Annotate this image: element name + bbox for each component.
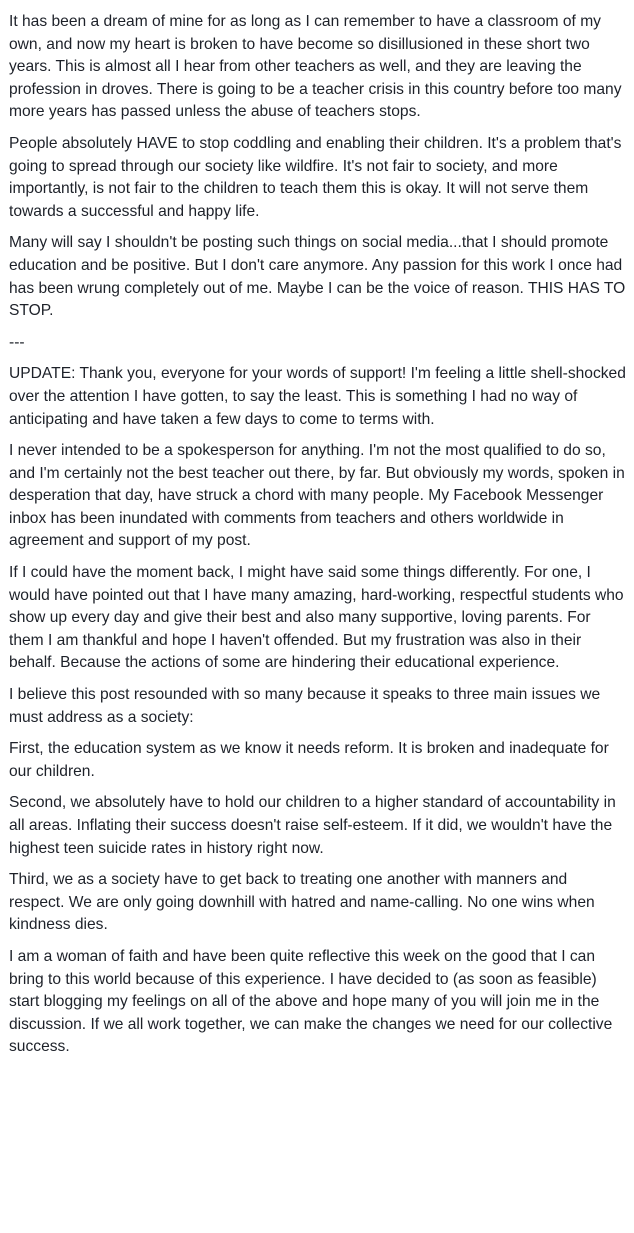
post-paragraph: Second, we absolutely have to hold our children to a higher standard of accountability in all areas. Inflating their success doesn't raise self-esteem. If it did, we wouldn't have the highest teen suicide rates in history right now. — [9, 794, 616, 857]
post-paragraph: First, the education system as we know it needs reform. It is broken and inadequate for our children. — [9, 740, 609, 780]
post-paragraph: I never intended to be a spokesperson for anything. I'm not the most qualified to do so, and I'm certainly not the best teacher out there, by far. But obviously my words, spoken in desperation that day, have struck a chord with many people. My Facebook Messenger inbox has been inundated with comments from teachers and others worldwide in agreement and support of my post. — [9, 442, 625, 550]
post-paragraph: If I could have the moment back, I might have said some things differently. For one, I would have pointed out that I have many amazing, hard-working, respectful students who show up every day and give their best and also many supportive, loving parents. For them I am thankful and hope I haven't offended. But my frustration was also in their behalf. Because the actions of some are hindering their educational experience. — [9, 564, 624, 672]
post-paragraph: UPDATE: Thank you, everyone for your words of support! I'm feeling a little shell-shocked over the attention I have gotten, to say the least. This is something I had no way of anticipating and have taken a few days to come to terms with. — [9, 365, 626, 428]
post-separator: --- — [9, 333, 25, 351]
post-paragraph: Many will say I shouldn't be posting such things on social media...that I should promote education and be positive. But I don't care anymore. Any passion for this work I once had has been wrung completely out of me. Maybe I can be the voice of reason. THIS HAS TO STOP. — [9, 234, 626, 320]
post-paragraph: I believe this post resounded with so many because it speaks to three main issues we must address as a society: — [9, 686, 601, 726]
post-paragraph: It has been a dream of mine for as long as I can remember to have a classroom of my own, and now my heart is broken to have become so disillusioned in these short two years. This is almost all I hear from other teachers as well, and they are leaving the profession in droves. There is going to be a teacher crisis in this country before too many more years has passed unless the abuse of teachers stops. — [9, 13, 622, 121]
post-paragraph: Third, we as a society have to get back to treating one another with manners and respect. We are only going downhill with hatred and name-calling. No one wins when kindness dies. — [9, 871, 595, 934]
post-paragraph: People absolutely HAVE to stop coddling and enabling their children. It's a problem that's going to spread through our society like wildfire. It's not fair to society, and more importantly, is not fair to the children to teach them this is okay. It will not serve them towards a successful and happy life. — [9, 134, 622, 220]
post-paragraph: I am a woman of faith and have been quite reflective this week on the good that I can bring to this world because of this experience. I have decided to (as soon as feasible) start blogging my feelings on all of the above and hope many of you will join me in the discussion. If we all work together, we can make the changes we need for our collective success. — [9, 947, 613, 1056]
